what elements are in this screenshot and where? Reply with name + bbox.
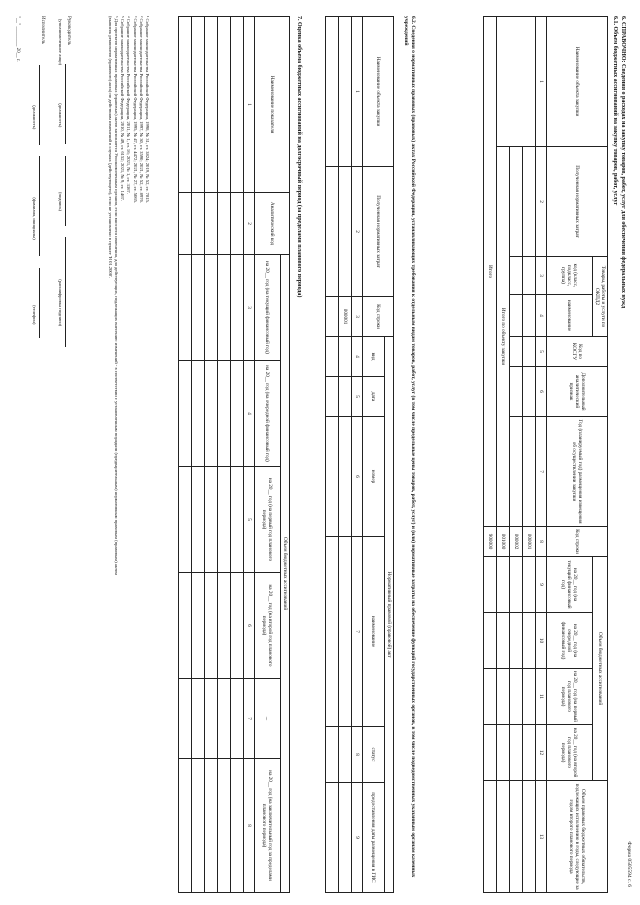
- th-ba: Объем бюджетных ассигнований: [592, 557, 607, 781]
- total-all-code: 900000: [483, 527, 496, 557]
- cell[interactable]: [230, 193, 243, 255]
- cell[interactable]: [178, 17, 191, 193]
- cell[interactable]: [204, 17, 217, 193]
- cell[interactable]: [522, 725, 535, 781]
- cell[interactable]: [204, 361, 217, 467]
- cell[interactable]: [338, 727, 351, 783]
- cell[interactable]: [191, 759, 204, 893]
- cell[interactable]: [509, 295, 522, 337]
- exec-label: Исполнитель: [40, 16, 45, 44]
- row-code: 000002: [509, 527, 522, 557]
- cell[interactable]: [338, 537, 351, 727]
- cell[interactable]: [522, 147, 535, 257]
- cell[interactable]: [178, 467, 191, 573]
- th-kod: Код строки: [362, 297, 393, 337]
- signature-exec: [39, 16, 46, 338]
- section61-subtitle: 6.1. Объем бюджетных ассигнований на закупку товаров, работ, услуг: [612, 16, 618, 206]
- col-num: 3: [351, 297, 362, 337]
- cell[interactable]: [509, 147, 522, 257]
- th-p1: на 20__ год (на первый год планового периода): [254, 467, 280, 573]
- th-ba-next: на 20__ год (на очередной финансовый год): [546, 613, 592, 669]
- cell[interactable]: [191, 17, 204, 193]
- cell[interactable]: [204, 573, 217, 679]
- cell[interactable]: [483, 557, 496, 613]
- th-code: Аналитический код: [254, 193, 289, 255]
- col-num: 5: [535, 337, 546, 367]
- cell[interactable]: [483, 613, 496, 669]
- cell[interactable]: [191, 573, 204, 679]
- col-num: 5: [351, 377, 362, 417]
- cell[interactable]: [338, 783, 351, 893]
- col-num: 7: [351, 537, 362, 727]
- date-line: "__" ________ 20__ г.: [15, 16, 20, 62]
- head-position-field[interactable]: [65, 64, 72, 144]
- col-num: 12: [535, 725, 546, 781]
- col-num: 4: [351, 337, 362, 377]
- row-code: 000001: [522, 527, 535, 557]
- footnote: ³ Собрание законодательства Российской Федерации, 1995, № 47, ст. 4472; 2021, № 27, ст. 5065.: [132, 16, 138, 204]
- th-code: код (класс, подкласс, группа): [546, 257, 592, 295]
- cell[interactable]: [204, 255, 217, 361]
- th-kod: Код строки: [546, 527, 607, 557]
- cap-fio: (фамилия, инициалы): [32, 197, 37, 240]
- cell[interactable]: [204, 679, 217, 759]
- th-vid: вид: [362, 337, 384, 377]
- footnote: ⁶ Для проектов нормативных правовых (правовых) актов заполняется Уполномоченным органом, если вносятся изменения, для действующих, подлежащих внесению изменений - в соответствии с установленным порядком (предварительным) нормативным правовым (правовым) актом: [114, 16, 120, 576]
- cell[interactable]: [509, 557, 522, 613]
- cell[interactable]: [178, 759, 191, 893]
- th-title: наименование: [546, 295, 592, 337]
- cell[interactable]: [217, 679, 230, 759]
- col-num: 2: [535, 147, 546, 257]
- head-sub: (уполномоченное лицо): [58, 18, 63, 66]
- col-num: 11: [535, 669, 546, 725]
- cell[interactable]: [338, 377, 351, 417]
- col-num: 2: [243, 193, 254, 255]
- th-okpd: Товары, работы и услуги по ОКПД2: [592, 257, 607, 337]
- cell[interactable]: [217, 17, 230, 193]
- signature-head: [65, 16, 72, 347]
- col-num: 10: [535, 613, 546, 669]
- th-ba-cur: на 20__ год (на текущий финансовый год): [546, 557, 592, 613]
- cell[interactable]: [204, 467, 217, 573]
- cap-position: (должность): [32, 105, 37, 130]
- th-ob: Объем бюджетных ассигнований: [280, 255, 289, 893]
- th-num: номер: [362, 417, 384, 537]
- exec-phone-field[interactable]: [39, 268, 46, 338]
- table-6-1: [483, 16, 608, 893]
- col-num: 6: [243, 573, 254, 679]
- th-name: Наименование объекта закупки: [362, 17, 393, 167]
- cell[interactable]: [509, 367, 522, 417]
- col-num: 4: [535, 295, 546, 337]
- cell[interactable]: [522, 613, 535, 669]
- cell[interactable]: [325, 167, 338, 297]
- total-all-label: Итого: [483, 17, 496, 527]
- cell[interactable]: [496, 781, 509, 893]
- cell[interactable]: [325, 297, 338, 337]
- cell[interactable]: [217, 193, 230, 255]
- cell[interactable]: [509, 613, 522, 669]
- cell[interactable]: [230, 573, 243, 679]
- footnote: (выписок реквизитов (правового) акта) по действиям изменений в случаях (действующего), если не установлено в пункте 'Н 01.2008'.: [107, 16, 113, 278]
- cell[interactable]: [338, 17, 351, 167]
- col-num: 9: [351, 783, 362, 893]
- cell[interactable]: [178, 679, 191, 759]
- th-date: дата: [362, 377, 384, 417]
- th-after: Объем правовых бюджетных обязательств, подлежащих исполнению в годы, следующие за годом второго планового периода: [546, 781, 607, 893]
- col-num: 7: [243, 679, 254, 759]
- cell[interactable]: [325, 377, 338, 417]
- th-status: статус: [362, 727, 384, 783]
- cap-phone: (телефон): [32, 305, 37, 325]
- cell[interactable]: [325, 337, 338, 377]
- cell[interactable]: [522, 337, 535, 367]
- cap-sign: (подпись): [58, 191, 63, 212]
- cell[interactable]: [230, 679, 243, 759]
- cell[interactable]: [191, 255, 204, 361]
- cell[interactable]: [230, 255, 243, 361]
- cell[interactable]: [522, 557, 535, 613]
- cell[interactable]: [338, 417, 351, 537]
- cell[interactable]: [325, 783, 338, 893]
- section7-title: 7. Оценка объема бюджетных ассигнований на долгосрочный период (за пределами планового периода): [296, 16, 302, 298]
- col-num: 8: [243, 759, 254, 893]
- cell[interactable]: [230, 759, 243, 893]
- section6-title: 6. СПРАВОЧНО: Сведения о расходах на закупку товаров, работ, услуг для обеспечения федеральных нужд: [620, 16, 626, 309]
- cell[interactable]: [204, 759, 217, 893]
- cell[interactable]: [178, 255, 191, 361]
- col-num: 4: [243, 361, 254, 467]
- col-num: 9: [535, 557, 546, 613]
- cap-decode: (расшифровка подписи): [58, 279, 63, 327]
- col-num: 1: [535, 17, 546, 147]
- cell[interactable]: [509, 337, 522, 367]
- cell[interactable]: [217, 255, 230, 361]
- cell[interactable]: [191, 679, 204, 759]
- col-num: 2: [351, 167, 362, 297]
- cap-position: (должность): [58, 103, 63, 128]
- cell[interactable]: [217, 467, 230, 573]
- exec-fio-field[interactable]: [39, 156, 46, 256]
- row-code: 000001: [338, 297, 351, 337]
- th-p2: на 20__ год (на второй год планового периода): [254, 573, 280, 679]
- th-ba-p2: на 20__ год (на второй год планового периода): [546, 725, 592, 781]
- th-last: на 20__ год (на заключительный год за пределами планового периода): [254, 759, 280, 893]
- col-num: 1: [351, 17, 362, 167]
- head-decode-field[interactable]: [65, 237, 72, 347]
- cell[interactable]: [325, 727, 338, 783]
- cell[interactable]: [483, 781, 496, 893]
- th-ba-p1: на 20__ год (на первый год планового периода): [546, 669, 592, 725]
- cell[interactable]: [509, 725, 522, 781]
- th-act: Нормативный правовой (правовой) акт: [384, 337, 393, 893]
- section62-title: 6.2. Сведения о нормативных правовых (правовых) актах Российской Федерации, устанавливающих требования к отдельным видам товаров, работ, услуг (в том числе предельные цены товаров, работ, услуг) и (или) нормативные затраты на обеспечение функций государственных органов, в том числе подведомственных указанным органам казенных учреждений: [402, 16, 416, 878]
- form-code: Форма 0505594 с. 6: [626, 841, 632, 887]
- th-pub: предоставления даты размещения в ГИС: [362, 783, 384, 893]
- cell[interactable]: [496, 613, 509, 669]
- cell[interactable]: [496, 725, 509, 781]
- cell[interactable]: [191, 361, 204, 467]
- cell[interactable]: [509, 781, 522, 893]
- cell[interactable]: [178, 573, 191, 679]
- head-sign-field[interactable]: [65, 156, 72, 226]
- cell[interactable]: [509, 669, 522, 725]
- footnote: ² Собрание законодательства Российской Федерации, 1997, № 30, ст. 3590; 2021, № 52, ст. 8976.: [138, 16, 144, 204]
- col-num: 3: [243, 255, 254, 361]
- th-year: Год (планируемый год) размещения извещения об осуществлении закупки: [546, 417, 607, 527]
- th-npa: Полученная нормативных затрат: [362, 167, 393, 297]
- col-num: 6: [351, 417, 362, 537]
- th-dots: ...: [254, 679, 280, 759]
- th-kosgu: Код по КОСГУ: [546, 337, 607, 367]
- cell[interactable]: [522, 781, 535, 893]
- th-npa: Полученная нормативных затрат: [546, 147, 607, 257]
- total-object-label: Итого по объекту закупки: [496, 147, 509, 527]
- cell[interactable]: [325, 537, 338, 727]
- cell[interactable]: [230, 467, 243, 573]
- cell[interactable]: [217, 759, 230, 893]
- cell[interactable]: [522, 295, 535, 337]
- footnote: ⁵ Собрание законодательства Российской Федерации, 2010, № 49, ст. 6152; 2021, № 9, ст. 1467.: [120, 16, 126, 201]
- head-label: Руководитель: [66, 16, 71, 46]
- cell[interactable]: [496, 669, 509, 725]
- cell[interactable]: [338, 167, 351, 297]
- th-cur: на 20__ год (на текущий финансовый год): [254, 255, 280, 361]
- th-extra: Дополнительный аналитический признак: [546, 367, 607, 417]
- col-num: 1: [243, 17, 254, 193]
- cell[interactable]: [325, 417, 338, 537]
- cell[interactable]: [230, 17, 243, 193]
- cell[interactable]: [483, 669, 496, 725]
- col-num: 8: [351, 727, 362, 783]
- footnotes: [107, 16, 150, 876]
- th-name: Наименование показателя: [254, 17, 289, 193]
- exec-position-field[interactable]: [39, 65, 46, 145]
- signature-head-captions: [56, 16, 63, 358]
- th-name: Наименование объекта закупки: [546, 17, 607, 147]
- cell[interactable]: [191, 467, 204, 573]
- cell[interactable]: [509, 417, 522, 527]
- col-num: 3: [535, 257, 546, 295]
- cell[interactable]: [217, 361, 230, 467]
- total-object-code: 001000: [496, 527, 509, 557]
- col-num: 5: [243, 467, 254, 573]
- signature-exec-captions: [30, 16, 37, 350]
- table-7: [178, 16, 290, 893]
- cell[interactable]: [522, 417, 535, 527]
- col-num: 6: [535, 367, 546, 417]
- cell[interactable]: [483, 725, 496, 781]
- footnote: ¹ Собрание законодательства Российской Федерации, 1998, № 31, ст. 3824; 2019, № 52, ст. 7815.: [145, 16, 150, 204]
- cell[interactable]: [509, 257, 522, 295]
- cell[interactable]: [204, 193, 217, 255]
- cell[interactable]: [522, 257, 535, 295]
- col-num: 13: [535, 781, 546, 893]
- table-6-2: [325, 16, 394, 893]
- cell[interactable]: [338, 337, 351, 377]
- cell[interactable]: [178, 193, 191, 255]
- cell[interactable]: [522, 367, 535, 417]
- th-naim: наименование: [362, 537, 384, 727]
- cell[interactable]: [522, 669, 535, 725]
- th-next: на 20__ год (на очередной финансовый год): [254, 361, 280, 467]
- cell[interactable]: [325, 17, 338, 167]
- col-num: 8: [535, 527, 546, 557]
- cell[interactable]: [191, 193, 204, 255]
- cell[interactable]: [496, 557, 509, 613]
- cell[interactable]: [217, 573, 230, 679]
- col-num: 7: [535, 417, 546, 527]
- cell[interactable]: [178, 361, 191, 467]
- footnote: ⁴ Собрание законодательства Российской Федерации, 2011, № 1, ст. 16; 2021, № 1, ст. 3367.: [126, 16, 132, 194]
- cell[interactable]: [230, 361, 243, 467]
- cell-obj-name[interactable]: [496, 17, 535, 147]
